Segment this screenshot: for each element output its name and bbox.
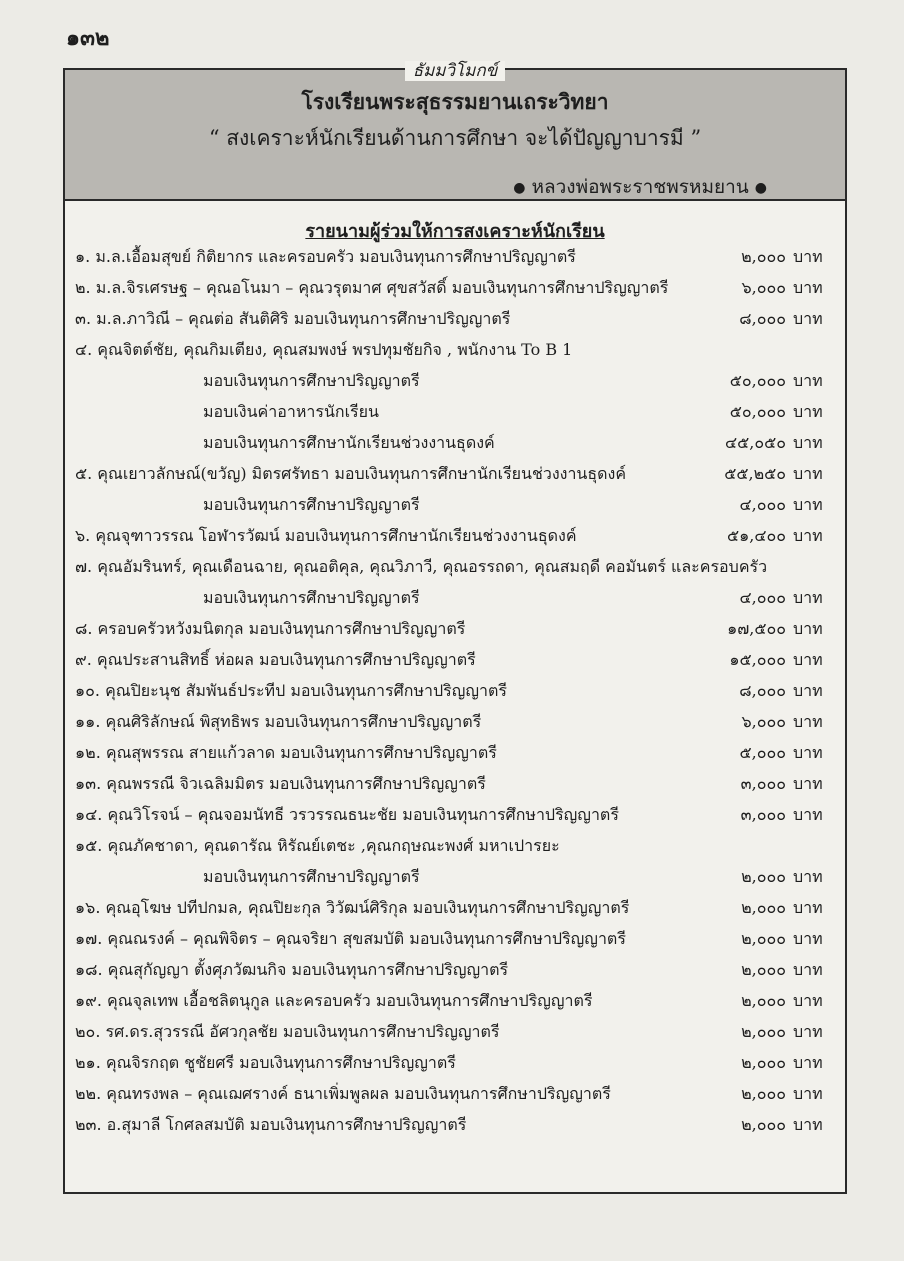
donor-text: ๑๑. คุณศิริลักษณ์ พิสุทธิพร มอบเงินทุนการศึกษาปริญญาตรี xyxy=(75,712,482,731)
currency-unit: บาท xyxy=(793,774,823,793)
donor-text: ๑๗. คุณณรงค์ – คุณพิจิตร – คุณจริยา สุขสมบัติ มอบเงินทุนการศึกษาปริญญาตรี xyxy=(75,929,626,948)
donor-text: มอบเงินค่าอาหารนักเรียน xyxy=(203,402,379,421)
donation-amount: ๓,๐๐๐ xyxy=(740,805,786,824)
motto: “ สงเคราะห์นักเรียนด้านการศึกษา จะได้ปัญญาบารมี ” xyxy=(208,126,702,150)
donor-row xyxy=(65,400,845,428)
donation-amount: ๓,๐๐๐ xyxy=(740,774,786,793)
donation-amount: ๒,๐๐๐ xyxy=(741,1022,786,1041)
donor-row xyxy=(65,462,845,490)
donation-amount: ๒,๐๐๐ xyxy=(741,1053,786,1072)
donation-amount: ๕,๐๐๐ xyxy=(739,743,786,762)
author-name: หลวงพ่อพระราชพรหมยาน xyxy=(531,176,749,198)
donor-row xyxy=(65,865,845,893)
donation-amount: ๒,๐๐๐ xyxy=(741,991,786,1010)
donor-text: ๒๑. คุณจิรกฤต ชูชัยศรี มอบเงินทุนการศึกษาปริญญาตรี xyxy=(75,1053,456,1072)
donor-text: มอบเงินทุนการศึกษาปริญญาตรี xyxy=(203,588,420,607)
donation-amount: ๒,๐๐๐ xyxy=(741,960,786,979)
currency-unit: บาท xyxy=(793,464,823,483)
donor-text: ๕. คุณเยาวลักษณ์(ขวัญ) มิตรศรัทธา มอบเงินทุนการศึกษานักเรียนช่วงงานธุดงค์ xyxy=(75,464,627,483)
header-box xyxy=(65,61,845,201)
donor-row xyxy=(65,617,845,645)
donor-text: ๑๖. คุณอุโฆษ ปทีปกมล, คุณปิยะกุล วิวัฒน์ศิริกุล มอบเงินทุนการศึกษาปริญญาตรี xyxy=(75,898,630,917)
donation-amount: ๘,๐๐๐ xyxy=(739,309,786,328)
donor-row xyxy=(65,1082,845,1110)
currency-unit: บาท xyxy=(793,526,823,545)
donation-amount: ๔,๐๐๐ xyxy=(739,495,786,514)
donor-text: ๑๕. คุณภัคชาดา, คุณดารัณ หิรัณย์เตชะ ,คุณกฤษณะพงศ์ มหาเปารยะ xyxy=(75,836,560,855)
donor-text: มอบเงินทุนการศึกษาปริญญาตรี xyxy=(203,495,420,514)
donor-text: ๑. ม.ล.เอื้อมสุขย์ กิติยากร และครอบครัว มอบเงินทุนการศึกษาปริญญาตรี xyxy=(75,247,576,266)
currency-unit: บาท xyxy=(793,712,823,731)
donor-text: ๙. คุณประสานสิทธิ์ ห่อผล มอบเงินทุนการศึกษาปริญญาตรี xyxy=(75,650,476,669)
donor-row xyxy=(65,1020,845,1048)
donor-row xyxy=(65,834,845,862)
donation-amount: ๖,๐๐๐ xyxy=(741,712,786,731)
donation-amount: ๔๕,๐๕๐ xyxy=(725,433,786,452)
donation-amount: ๕๕,๒๕๐ xyxy=(724,464,786,483)
journal-title-text: ธัมมวิโมกข์ xyxy=(405,61,506,81)
donor-row xyxy=(65,927,845,955)
currency-unit: บาท xyxy=(793,867,823,886)
donation-amount: ๑๗,๕๐๐ xyxy=(727,619,786,638)
donation-amount: ๕๐,๐๐๐ xyxy=(729,402,786,421)
donor-row xyxy=(65,989,845,1017)
donor-text: ๗. คุณอัมรินทร์, คุณเดือนฉาย, คุณอติคุล, คุณวิภาวี, คุณอรรถดา, คุณสมฤดี คอมันตร์ และครอบครัว xyxy=(75,557,768,576)
donor-row xyxy=(65,1113,845,1141)
donor-row xyxy=(65,369,845,397)
donor-text: มอบเงินทุนการศึกษานักเรียนช่วงงานธุดงค์ xyxy=(203,433,495,452)
currency-unit: บาท xyxy=(793,278,823,297)
donation-amount: ๒,๐๐๐ xyxy=(741,1084,786,1103)
donor-text: ๒๐. รศ.ดร.สุวรรณี อัศวกุลชัย มอบเงินทุนการศึกษาปริญญาตรี xyxy=(75,1022,500,1041)
list-heading: รายนามผู้ร่วมให้การสงเคราะห์นักเรียน xyxy=(305,221,605,242)
donor-text: ๑๓. คุณพรรณี จิวเฉลิมมิตร มอบเงินทุนการศึกษาปริญญาตรี xyxy=(75,774,486,793)
donor-row xyxy=(65,586,845,614)
donor-row xyxy=(65,741,845,769)
currency-unit: บาท xyxy=(793,495,823,514)
bullet-icon: ● xyxy=(513,180,526,196)
donor-text: มอบเงินทุนการศึกษาปริญญาตรี xyxy=(203,371,420,390)
donor-text: ๖. คุณจุฑาวรรณ โอฬารวัฒน์ มอบเงินทุนการศึกษานักเรียนช่วงงานธุดงค์ xyxy=(75,526,577,545)
donor-text: ๑๘. คุณสุกัญญา ตั้งศุภวัฒนกิจ มอบเงินทุนการศึกษาปริญญาตรี xyxy=(75,960,509,979)
donor-text: ๑๙. คุณจุลเทพ เอื้อชลิตนุกูล และครอบครัว มอบเงินทุนการศึกษาปริญญาตรี xyxy=(75,991,593,1010)
currency-unit: บาท xyxy=(793,650,823,669)
currency-unit: บาท xyxy=(793,1053,823,1072)
donation-amount: ๕๑,๔๐๐ xyxy=(727,526,786,545)
donor-list-frame xyxy=(63,61,847,1194)
page-number: ๑๓๒ xyxy=(66,25,110,51)
donation-amount: ๑๕,๐๐๐ xyxy=(729,650,786,669)
donor-row xyxy=(65,772,845,800)
currency-unit: บาท xyxy=(793,371,823,390)
journal-title xyxy=(65,57,845,84)
donor-row xyxy=(65,896,845,924)
donor-row xyxy=(65,493,845,521)
donor-text: ๒. ม.ล.จิรเศรษฐ – คุณอโนมา – คุณวรุตมาศ ศุขสวัสดิ์ มอบเงินทุนการศึกษาปริญญาตรี xyxy=(75,278,669,297)
currency-unit: บาท xyxy=(793,960,823,979)
donation-amount: ๒,๐๐๐ xyxy=(741,929,786,948)
donor-text: ๘. ครอบครัวหวังมนิตกุล มอบเงินทุนการศึกษาปริญญาตรี xyxy=(75,619,466,638)
donation-amount: ๒,๐๐๐ xyxy=(741,898,786,917)
donor-text: ๔. คุณจิตต์ชัย, คุณกิมเตียง, คุณสมพงษ์ พรปทุมชัยกิจ , พนักงาน To B 1 xyxy=(75,340,573,359)
currency-unit: บาท xyxy=(793,681,823,700)
donor-row xyxy=(65,431,845,459)
currency-unit: บาท xyxy=(793,1084,823,1103)
donor-row xyxy=(65,276,845,304)
currency-unit: บาท xyxy=(793,309,823,328)
currency-unit: บาท xyxy=(793,898,823,917)
donation-amount: ๔,๐๐๐ xyxy=(739,588,786,607)
donor-row xyxy=(65,524,845,552)
donor-text: ๑๒. คุณสุพรรณ สายแก้วลาด มอบเงินทุนการศึกษาปริญญาตรี xyxy=(75,743,497,762)
currency-unit: บาท xyxy=(793,743,823,762)
donation-amount: ๒,๐๐๐ xyxy=(741,867,786,886)
donor-row xyxy=(65,710,845,738)
donor-text: มอบเงินทุนการศึกษาปริญญาตรี xyxy=(203,867,420,886)
currency-unit: บาท xyxy=(793,929,823,948)
donor-row xyxy=(65,307,845,335)
bullet-icon: ● xyxy=(754,180,767,196)
donation-amount: ๖,๐๐๐ xyxy=(741,278,786,297)
donor-row xyxy=(65,803,845,831)
donation-amount: ๒,๐๐๐ xyxy=(741,1115,786,1134)
author-line xyxy=(507,172,773,202)
donor-row xyxy=(65,679,845,707)
donor-row xyxy=(65,958,845,986)
school-name: โรงเรียนพระสุธรรมยานเถระวิทยา xyxy=(301,89,609,114)
donor-text: ๑๐. คุณปิยะนุช สัมพันธ์ประทีป มอบเงินทุนการศึกษาปริญญาตรี xyxy=(75,681,507,700)
donor-text: ๑๔. คุณวิโรจน์ – คุณจอมนัทธี วรวรรณธนะชัย มอบเงินทุนการศึกษาปริญญาตรี xyxy=(75,805,619,824)
currency-unit: บาท xyxy=(793,805,823,824)
donor-row xyxy=(65,338,845,366)
currency-unit: บาท xyxy=(793,402,823,421)
currency-unit: บาท xyxy=(793,991,823,1010)
donor-row xyxy=(65,245,845,273)
donor-row xyxy=(65,1051,845,1079)
donation-amount: ๘,๐๐๐ xyxy=(739,681,786,700)
donation-amount: ๕๐,๐๐๐ xyxy=(729,371,786,390)
donation-amount: ๒,๐๐๐ xyxy=(741,247,786,266)
currency-unit: บาท xyxy=(793,588,823,607)
donor-row xyxy=(65,555,845,583)
currency-unit: บาท xyxy=(793,619,823,638)
currency-unit: บาท xyxy=(793,433,823,452)
currency-unit: บาท xyxy=(793,1115,823,1134)
donor-text: ๒๒. คุณทรงพล – คุณเฌศรางค์ ธนาเพิ่มพูลผล มอบเงินทุนการศึกษาปริญญาตรี xyxy=(75,1084,611,1103)
donor-row xyxy=(65,648,845,676)
donor-text: ๒๓. อ.สุมาลี โกศลสมบัติ มอบเงินทุนการศึกษาปริญญาตรี xyxy=(75,1115,467,1134)
currency-unit: บาท xyxy=(793,1022,823,1041)
donor-text: ๓. ม.ล.ภาวิณี – คุณต่อ สันติศิริ มอบเงินทุนการศึกษาปริญญาตรี xyxy=(75,309,511,328)
currency-unit: บาท xyxy=(793,247,823,266)
